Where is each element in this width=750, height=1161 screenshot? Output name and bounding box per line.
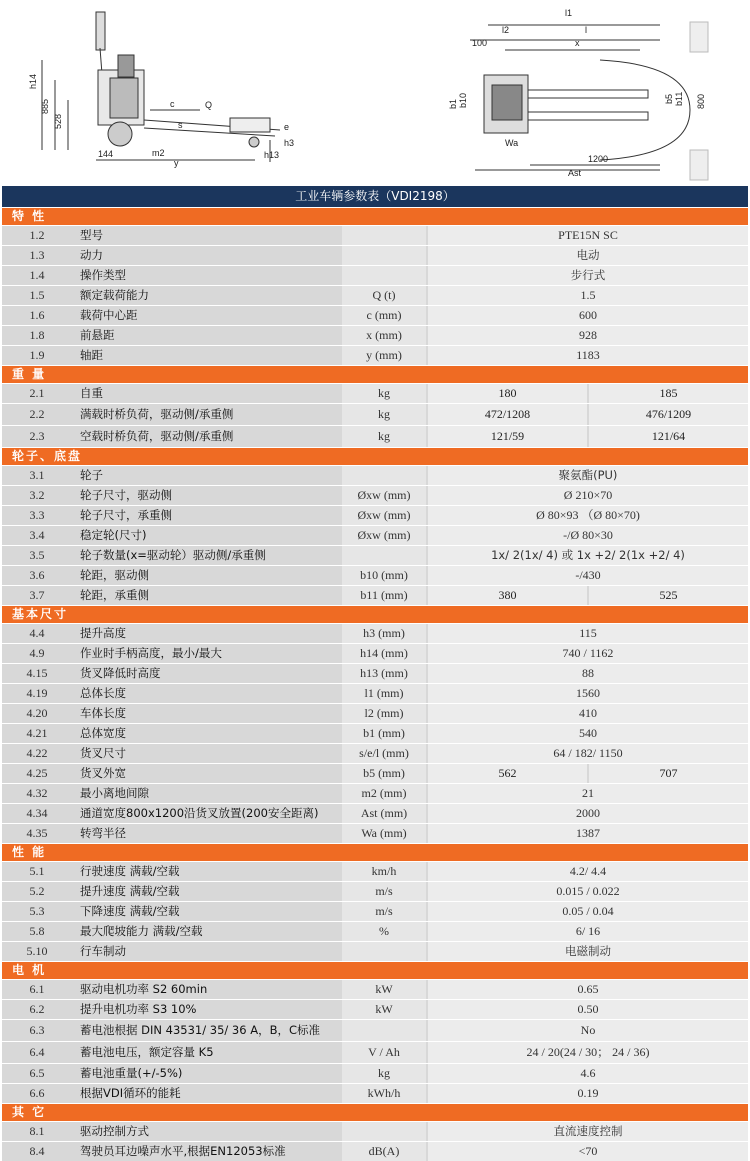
table-row <box>2 245 748 265</box>
row-unit <box>342 546 426 565</box>
row-description: 蓄电池根据 DIN 43531/ 35/ 36 A，B，C标准 <box>80 1023 321 1037</box>
table-row <box>2 265 748 285</box>
row-unit: b11 (mm) <box>342 586 426 605</box>
table-row <box>2 1083 748 1103</box>
label-b11: b11 <box>674 91 684 106</box>
row-description: 空载时桥负荷，驱动侧/承重侧 <box>80 429 234 443</box>
row-unit: m/s <box>342 882 426 901</box>
row-description: 货叉尺寸 <box>80 746 126 760</box>
row-value: 24 / 20(24 / 30； 24 / 36) <box>428 1042 748 1063</box>
row-value: 0.05 / 0.04 <box>428 902 748 921</box>
row-unit: V / Ah <box>342 1042 426 1063</box>
row-number: 1.4 <box>29 268 45 282</box>
row-description: 轴距 <box>80 348 103 362</box>
row-description: 转弯半径 <box>80 826 126 840</box>
row-description: 蓄电池电压，额定容量 K5 <box>80 1045 214 1059</box>
row-number: 3.3 <box>29 508 45 522</box>
table-row <box>2 305 748 325</box>
row-unit: h14 (mm) <box>342 644 426 663</box>
row-unit: b10 (mm) <box>342 566 426 585</box>
row-description: 行车制动 <box>80 944 126 958</box>
row-description: 提升电机功率 S3 10% <box>80 1002 197 1016</box>
label-s: s <box>178 120 183 130</box>
table-row <box>2 465 748 485</box>
table-row <box>2 585 748 605</box>
table-row <box>2 1019 748 1041</box>
row-value-right: 185 <box>589 384 748 403</box>
row-description: 最大爬坡能力 满载/空载 <box>80 924 203 938</box>
row-unit: b5 (mm) <box>342 764 426 783</box>
table-row <box>2 703 748 723</box>
row-number: 8.4 <box>29 1144 45 1158</box>
row-unit <box>342 942 426 961</box>
table-row <box>2 285 748 305</box>
row-description: 驱动控制方式 <box>80 1124 149 1138</box>
row-value-left: 121/59 <box>428 426 587 447</box>
spec-table <box>2 207 748 1161</box>
row-unit: kg <box>342 426 426 447</box>
table-row <box>2 663 748 683</box>
row-value: 1x/ 2(1x/ 4) 或 1x +2/ 2(1x +2/ 4) <box>428 546 748 565</box>
table-row <box>2 505 748 525</box>
row-number: 4.32 <box>26 786 48 800</box>
row-value: 4.6 <box>428 1064 748 1083</box>
row-number: 1.5 <box>29 288 45 302</box>
row-value: 1.5 <box>428 286 748 305</box>
row-value-right: 476/1209 <box>589 404 748 425</box>
label-100: 100 <box>472 38 488 48</box>
row-unit: % <box>342 922 426 941</box>
row-description: 轮子 <box>80 468 103 482</box>
label-l2: l2 <box>502 25 510 35</box>
row-description: 稳定轮(尺寸) <box>80 528 147 542</box>
row-value: 1183 <box>428 346 748 365</box>
row-unit: dB(A) <box>342 1142 426 1161</box>
row-number: 3.7 <box>29 588 45 602</box>
table-row <box>2 941 748 961</box>
row-value: 64 / 182/ 1150 <box>428 744 748 763</box>
row-unit: kg <box>342 1064 426 1083</box>
side-view-drawing <box>42 12 280 162</box>
label-l: l <box>585 25 587 35</box>
table-row <box>2 643 748 663</box>
row-value-right: 121/64 <box>589 426 748 447</box>
row-value: No <box>428 1020 748 1041</box>
row-number: 5.8 <box>29 924 45 938</box>
row-number: 1.3 <box>29 248 45 262</box>
row-value: 0.19 <box>428 1084 748 1103</box>
row-unit: c (mm) <box>342 306 426 325</box>
label-b5: b5 <box>664 93 674 104</box>
row-number: 3.1 <box>29 468 45 482</box>
label-1200: 1200 <box>588 154 609 164</box>
table-row <box>2 979 748 999</box>
row-description: 自重 <box>80 386 103 400</box>
row-number: 2.2 <box>29 407 45 421</box>
label-x: x <box>575 38 580 48</box>
row-unit: kg <box>342 404 426 425</box>
row-value-left: 380 <box>428 586 587 605</box>
label-h14: h14 <box>28 73 38 89</box>
label-528: 528 <box>53 113 63 129</box>
row-unit: Øxw (mm) <box>342 526 426 545</box>
section-header: 基本尺寸 <box>2 605 748 623</box>
label-y: y <box>174 158 179 168</box>
row-number: 5.1 <box>29 864 45 878</box>
table-row <box>2 425 748 447</box>
table-row <box>2 683 748 703</box>
row-description: 动力 <box>80 248 103 262</box>
section-header: 电 机 <box>2 961 748 979</box>
table-row <box>2 1063 748 1083</box>
table-row <box>2 565 748 585</box>
row-number: 3.2 <box>29 488 45 502</box>
row-value: 6/ 16 <box>428 922 748 941</box>
label-c: c <box>170 99 175 109</box>
label-l1: l1 <box>565 8 573 18</box>
table-row <box>2 881 748 901</box>
row-description: 下降速度 满载/空载 <box>80 904 180 918</box>
row-unit <box>342 226 426 245</box>
row-number: 6.5 <box>29 1066 45 1080</box>
table-row <box>2 403 748 425</box>
row-number: 4.20 <box>26 706 48 720</box>
row-unit: km/h <box>342 862 426 881</box>
section-header: 重 量 <box>2 365 748 383</box>
row-description: 行驶速度 满载/空载 <box>80 864 180 878</box>
row-value: <70 <box>428 1142 748 1161</box>
row-description: 操作类型 <box>80 268 126 282</box>
row-number: 2.1 <box>29 386 45 400</box>
row-number: 5.10 <box>26 944 48 958</box>
row-value: 电磁制动 <box>428 942 748 961</box>
label-wa: Wa <box>505 138 519 148</box>
row-value-right: 707 <box>589 764 748 783</box>
technical-drawings <box>0 0 750 185</box>
label-b1: b1 <box>448 98 458 109</box>
row-description: 总体宽度 <box>80 726 126 740</box>
row-description: 满载时桥负荷，驱动侧/承重侧 <box>80 407 234 421</box>
table-row <box>2 783 748 803</box>
row-description: 通道宽度800x1200沿货叉放置(200安全距离) <box>80 806 319 820</box>
row-value: 540 <box>428 724 748 743</box>
row-unit: h3 (mm) <box>342 624 426 643</box>
row-unit: x (mm) <box>342 326 426 345</box>
label-e: e <box>284 122 290 132</box>
row-description: 型号 <box>80 228 103 242</box>
row-description: 轮距，承重侧 <box>80 588 149 602</box>
row-description: 蓄电池重量(+/-5%) <box>80 1066 183 1080</box>
row-value: 88 <box>428 664 748 683</box>
row-number: 6.4 <box>29 1045 45 1059</box>
row-number: 5.3 <box>29 904 45 918</box>
row-value: 115 <box>428 624 748 643</box>
row-value: Ø 210×70 <box>428 486 748 505</box>
row-unit <box>342 1122 426 1141</box>
row-value-right: 525 <box>589 586 748 605</box>
label-h13: h13 <box>264 150 280 160</box>
row-unit <box>342 246 426 265</box>
row-description: 轮子尺寸，驱动侧 <box>80 488 172 502</box>
table-row <box>2 763 748 783</box>
row-description: 额定载荷能力 <box>80 288 149 302</box>
row-number: 1.6 <box>29 308 45 322</box>
table-row <box>2 325 748 345</box>
row-value: 1560 <box>428 684 748 703</box>
label-q: Q <box>205 100 213 110</box>
row-value: 0.65 <box>428 980 748 999</box>
section-header: 特 性 <box>2 207 748 225</box>
row-description: 提升速度 满载/空载 <box>80 884 180 898</box>
row-unit: b1 (mm) <box>342 724 426 743</box>
row-unit: kW <box>342 1000 426 1019</box>
row-number: 4.34 <box>26 806 48 820</box>
table-row <box>2 1121 748 1141</box>
row-value: -/Ø 80×30 <box>428 526 748 545</box>
section-header: 其 它 <box>2 1103 748 1121</box>
row-description: 货叉降低时高度 <box>80 666 161 680</box>
row-description: 车体长度 <box>80 706 126 720</box>
row-description: 前悬距 <box>80 328 115 342</box>
row-number: 3.4 <box>29 528 45 542</box>
row-unit: Øxw (mm) <box>342 506 426 525</box>
row-description: 驱动电机功率 S2 60min <box>80 982 208 996</box>
row-unit: Q (t) <box>342 286 426 305</box>
row-value: 2000 <box>428 804 748 823</box>
row-value: -/430 <box>428 566 748 585</box>
row-value: Ø 80×93 （Ø 80×70) <box>428 506 748 525</box>
row-value: 928 <box>428 326 748 345</box>
row-unit: h13 (mm) <box>342 664 426 683</box>
row-description: 轮子数量(x=驱动轮）驱动侧/承重侧 <box>80 548 266 562</box>
row-value: 电动 <box>428 246 748 265</box>
row-number: 8.1 <box>29 1124 45 1138</box>
row-number: 4.15 <box>26 666 48 680</box>
row-value: 600 <box>428 306 748 325</box>
row-number: 2.3 <box>29 429 45 443</box>
table-row <box>2 525 748 545</box>
row-number: 3.6 <box>29 568 45 582</box>
table-row <box>2 623 748 643</box>
row-unit: kW <box>342 980 426 999</box>
row-unit <box>342 266 426 285</box>
row-number: 4.35 <box>26 826 48 840</box>
section-header: 轮子、底盘 <box>2 447 748 465</box>
table-row <box>2 723 748 743</box>
row-unit: l2 (mm) <box>342 704 426 723</box>
row-value-left: 472/1208 <box>428 404 587 425</box>
row-description: 作业时手柄高度，最小/最大 <box>80 646 222 660</box>
row-number: 4.25 <box>26 766 48 780</box>
label-h3: h3 <box>284 138 295 148</box>
section-header: 性 能 <box>2 843 748 861</box>
row-unit: m/s <box>342 902 426 921</box>
row-unit: kWh/h <box>342 1084 426 1103</box>
row-description: 轮子尺寸，承重侧 <box>80 508 172 522</box>
row-description: 提升高度 <box>80 626 126 640</box>
table-row <box>2 1041 748 1063</box>
row-number: 4.21 <box>26 726 48 740</box>
row-value: 21 <box>428 784 748 803</box>
row-unit: s/e/l (mm) <box>342 744 426 763</box>
row-value: 0.50 <box>428 1000 748 1019</box>
table-row <box>2 803 748 823</box>
row-description: 货叉外宽 <box>80 766 126 780</box>
label-m2: m2 <box>152 148 165 158</box>
row-unit <box>342 1020 426 1041</box>
table-row <box>2 225 748 245</box>
row-value: 直流速度控制 <box>428 1122 748 1141</box>
label-885: 885 <box>40 98 50 114</box>
label-b10: b10 <box>458 92 468 108</box>
table-row <box>2 345 748 365</box>
row-value: 聚氨酯(PU) <box>428 466 748 485</box>
row-number: 5.2 <box>29 884 45 898</box>
row-value: 0.015 / 0.022 <box>428 882 748 901</box>
row-description: 驾驶员耳边噪声水平,根据EN12053标准 <box>80 1144 286 1158</box>
row-number: 6.1 <box>29 982 45 996</box>
row-value: 1387 <box>428 824 748 843</box>
row-unit: m2 (mm) <box>342 784 426 803</box>
row-number: 4.9 <box>29 646 45 660</box>
label-144: 144 <box>98 149 114 159</box>
row-unit <box>342 466 426 485</box>
table-row <box>2 861 748 881</box>
table-row <box>2 921 748 941</box>
row-description: 根据VDI循环的能耗 <box>80 1086 181 1100</box>
row-description: 总体长度 <box>80 686 126 700</box>
row-description: 载荷中心距 <box>80 308 138 322</box>
table-title: 工业车辆参数表（VDI2198） <box>2 186 748 207</box>
row-number: 1.8 <box>29 328 45 342</box>
row-description: 最小离地间隙 <box>80 786 149 800</box>
row-value: 4.2/ 4.4 <box>428 862 748 881</box>
row-number: 1.9 <box>29 348 45 362</box>
row-value: PTE15N SC <box>428 226 748 245</box>
table-row <box>2 743 748 763</box>
row-unit: Wa (mm) <box>342 824 426 843</box>
table-row <box>2 823 748 843</box>
row-description: 轮距，驱动侧 <box>80 568 149 582</box>
row-number: 4.22 <box>26 746 48 760</box>
table-row <box>2 999 748 1019</box>
row-number: 4.19 <box>26 686 48 700</box>
row-number: 6.2 <box>29 1002 45 1016</box>
row-number: 6.3 <box>29 1023 45 1037</box>
row-number: 1.2 <box>29 228 45 242</box>
row-unit: l1 (mm) <box>342 684 426 703</box>
table-row <box>2 1141 748 1161</box>
label-800: 800 <box>696 93 706 109</box>
table-row <box>2 545 748 565</box>
row-value: 740 / 1162 <box>428 644 748 663</box>
row-unit: Ast (mm) <box>342 804 426 823</box>
label-ast: Ast <box>568 168 582 178</box>
row-value: 410 <box>428 704 748 723</box>
table-row <box>2 383 748 403</box>
table-row <box>2 901 748 921</box>
row-number: 6.6 <box>29 1086 45 1100</box>
row-unit: y (mm) <box>342 346 426 365</box>
row-unit: kg <box>342 384 426 403</box>
row-value-left: 562 <box>428 764 587 783</box>
row-value: 步行式 <box>428 266 748 285</box>
row-value-left: 180 <box>428 384 587 403</box>
table-row <box>2 485 748 505</box>
row-unit: Øxw (mm) <box>342 486 426 505</box>
row-number: 4.4 <box>29 626 45 640</box>
row-number: 3.5 <box>29 548 45 562</box>
